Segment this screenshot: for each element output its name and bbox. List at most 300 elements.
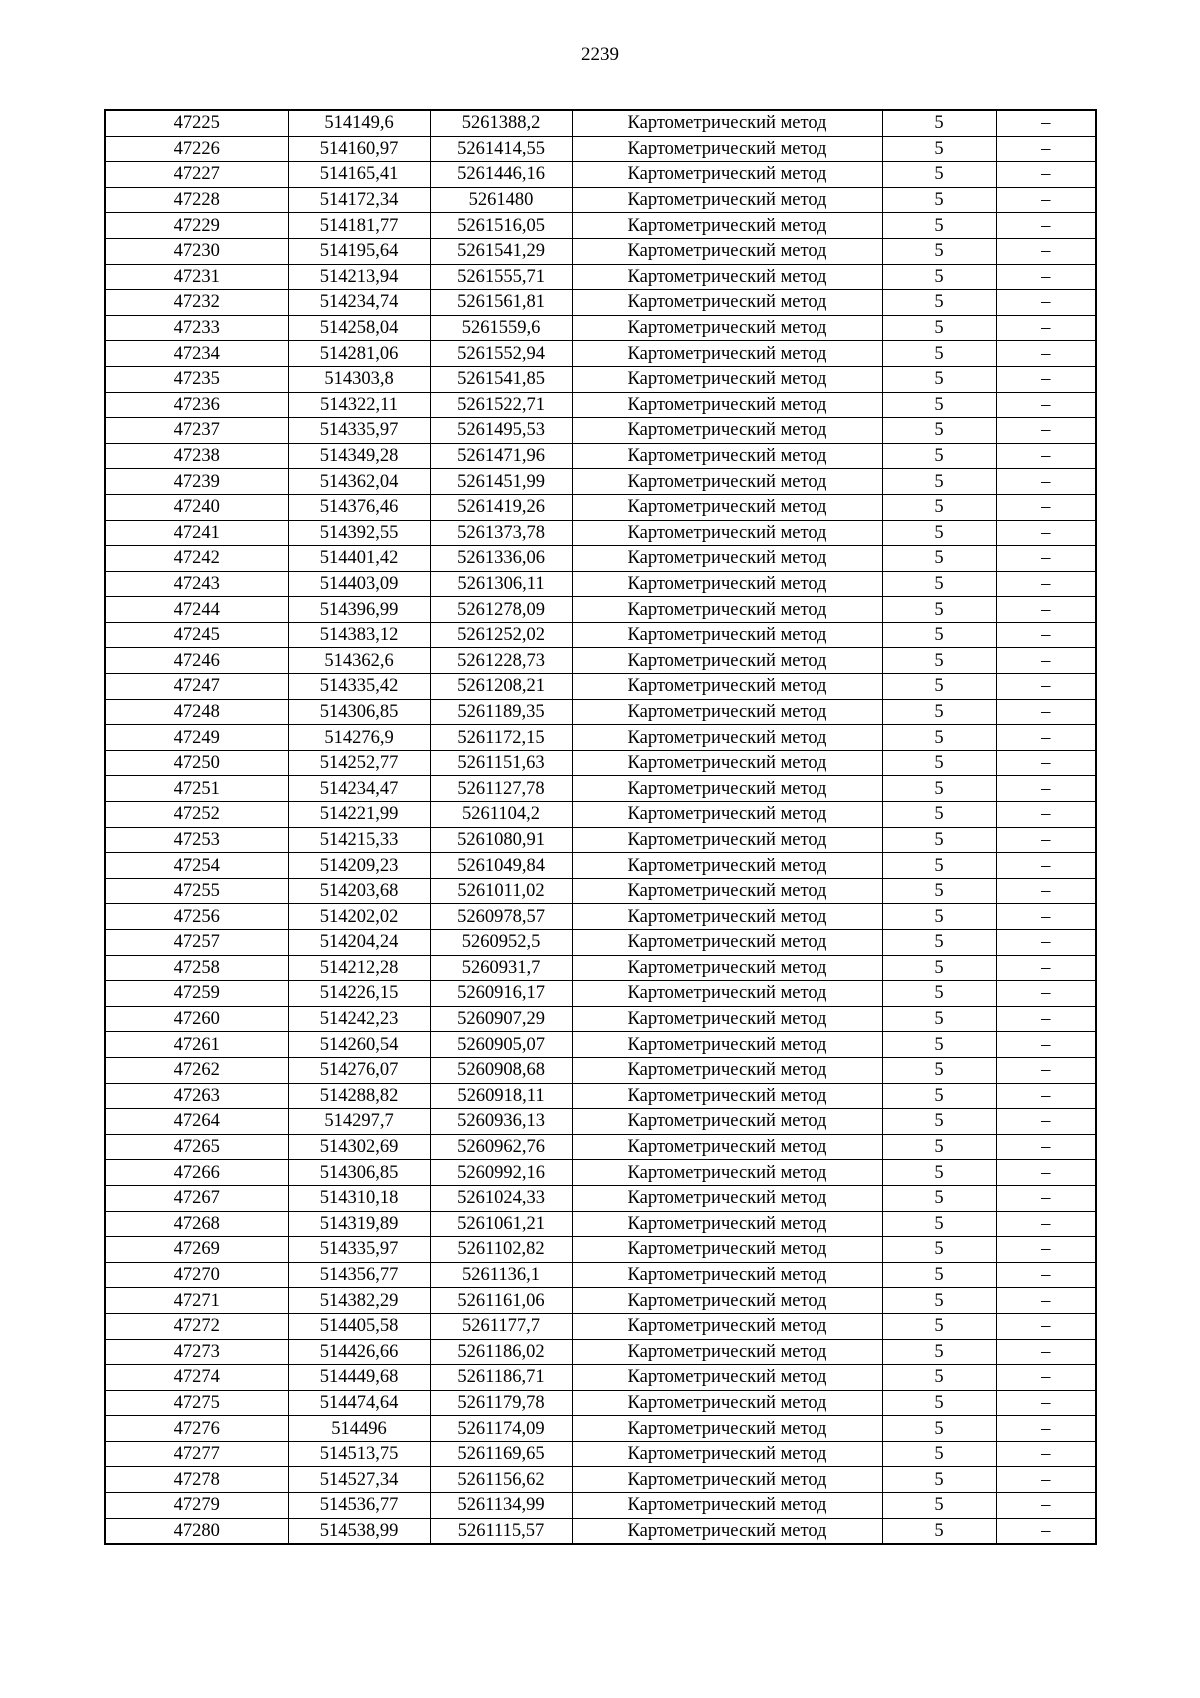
description-cell: – [996,1467,1096,1493]
point-number-cell: 47268 [105,1211,288,1237]
accuracy-cell: 5 [882,878,996,904]
description-cell: – [996,110,1096,136]
method-cell: Картометрический метод [572,878,882,904]
method-cell: Картометрический метод [572,1057,882,1083]
accuracy-cell: 5 [882,136,996,162]
point-number-cell: 47235 [105,366,288,392]
x-coordinate-cell: 514536,77 [288,1493,430,1519]
accuracy-cell: 5 [882,853,996,879]
description-cell: – [996,546,1096,572]
table-row [105,187,1096,213]
y-coordinate-cell: 5261414,55 [430,136,572,162]
y-coordinate-cell: 5261174,09 [430,1416,572,1442]
accuracy-cell: 5 [882,469,996,495]
description-cell: – [996,213,1096,239]
x-coordinate-cell: 514396,99 [288,597,430,623]
accuracy-cell: 5 [882,1262,996,1288]
description-cell: – [996,238,1096,264]
description-cell: – [996,469,1096,495]
page-number: 2239 [581,44,619,65]
point-number-cell: 47266 [105,1160,288,1186]
point-number-cell: 47243 [105,571,288,597]
method-cell: Картометрический метод [572,699,882,725]
description-cell: – [996,930,1096,956]
accuracy-cell: 5 [882,520,996,546]
description-cell: – [996,1518,1096,1544]
point-number-cell: 47242 [105,546,288,572]
description-cell: – [996,1006,1096,1032]
accuracy-cell: 5 [882,290,996,316]
point-number-cell: 47226 [105,136,288,162]
y-coordinate-cell: 5261186,71 [430,1365,572,1391]
description-cell: – [996,520,1096,546]
table-row [105,1109,1096,1135]
description-cell: – [996,1032,1096,1058]
point-number-cell: 47246 [105,648,288,674]
point-number-cell: 47269 [105,1237,288,1263]
description-cell: – [996,699,1096,725]
x-coordinate-cell: 514527,34 [288,1467,430,1493]
point-number-cell: 47271 [105,1288,288,1314]
description-cell: – [996,674,1096,700]
method-cell: Картометрический метод [572,546,882,572]
description-cell: – [996,853,1096,879]
point-number-cell: 47257 [105,930,288,956]
accuracy-cell: 5 [882,1083,996,1109]
y-coordinate-cell: 5261522,71 [430,392,572,418]
accuracy-cell: 5 [882,341,996,367]
accuracy-cell: 5 [882,1237,996,1263]
y-coordinate-cell: 5261156,62 [430,1467,572,1493]
description-cell: – [996,1288,1096,1314]
table-row [105,341,1096,367]
point-number-cell: 47273 [105,1339,288,1365]
x-coordinate-cell: 514195,64 [288,238,430,264]
table-row [105,213,1096,239]
table-row [105,955,1096,981]
y-coordinate-cell: 5260992,16 [430,1160,572,1186]
method-cell: Картометрический метод [572,827,882,853]
method-cell: Картометрический метод [572,1518,882,1544]
x-coordinate-cell: 514209,23 [288,853,430,879]
x-coordinate-cell: 514496 [288,1416,430,1442]
description-cell: – [996,162,1096,188]
y-coordinate-cell: 5261541,85 [430,366,572,392]
table-row [105,1416,1096,1442]
description-cell: – [996,1365,1096,1391]
x-coordinate-cell: 514513,75 [288,1441,430,1467]
accuracy-cell: 5 [882,213,996,239]
y-coordinate-cell: 5261516,05 [430,213,572,239]
table-row [105,1518,1096,1544]
method-cell: Картометрический метод [572,750,882,776]
y-coordinate-cell: 5261177,7 [430,1313,572,1339]
x-coordinate-cell: 514181,77 [288,213,430,239]
description-cell: – [996,136,1096,162]
method-cell: Картометрический метод [572,1237,882,1263]
accuracy-cell: 5 [882,571,996,597]
accuracy-cell: 5 [882,955,996,981]
description-cell: – [996,725,1096,751]
accuracy-cell: 5 [882,1493,996,1519]
description-cell: – [996,1390,1096,1416]
x-coordinate-cell: 514215,33 [288,827,430,853]
accuracy-cell: 5 [882,827,996,853]
method-cell: Картометрический метод [572,162,882,188]
y-coordinate-cell: 5261278,09 [430,597,572,623]
method-cell: Картометрический метод [572,213,882,239]
point-number-cell: 47262 [105,1057,288,1083]
x-coordinate-cell: 514213,94 [288,264,430,290]
y-coordinate-cell: 5260931,7 [430,955,572,981]
description-cell: – [996,776,1096,802]
description-cell: – [996,1109,1096,1135]
table-row [105,750,1096,776]
point-number-cell: 47248 [105,699,288,725]
x-coordinate-cell: 514335,97 [288,418,430,444]
y-coordinate-cell: 5261373,78 [430,520,572,546]
method-cell: Картометрический метод [572,366,882,392]
point-number-cell: 47279 [105,1493,288,1519]
y-coordinate-cell: 5261134,99 [430,1493,572,1519]
y-coordinate-cell: 5261115,57 [430,1518,572,1544]
description-cell: – [996,1134,1096,1160]
x-coordinate-cell: 514303,8 [288,366,430,392]
point-number-cell: 47244 [105,597,288,623]
x-coordinate-cell: 514356,77 [288,1262,430,1288]
table-row [105,827,1096,853]
accuracy-cell: 5 [882,1211,996,1237]
point-number-cell: 47245 [105,622,288,648]
x-coordinate-cell: 514160,97 [288,136,430,162]
y-coordinate-cell: 5261388,2 [430,110,572,136]
y-coordinate-cell: 5261161,06 [430,1288,572,1314]
method-cell: Картометрический метод [572,597,882,623]
accuracy-cell: 5 [882,699,996,725]
y-coordinate-cell: 5261127,78 [430,776,572,802]
point-number-cell: 47276 [105,1416,288,1442]
accuracy-cell: 5 [882,392,996,418]
table-row [105,290,1096,316]
description-cell: – [996,571,1096,597]
point-number-cell: 47278 [105,1467,288,1493]
x-coordinate-cell: 514382,29 [288,1288,430,1314]
description-cell: – [996,955,1096,981]
method-cell: Картометрический метод [572,1185,882,1211]
accuracy-cell: 5 [882,264,996,290]
x-coordinate-cell: 514234,74 [288,290,430,316]
description-cell: – [996,264,1096,290]
table-row [105,1057,1096,1083]
y-coordinate-cell: 5260918,11 [430,1083,572,1109]
method-cell: Картометрический метод [572,725,882,751]
description-cell: – [996,366,1096,392]
x-coordinate-cell: 514221,99 [288,802,430,828]
table-row [105,904,1096,930]
accuracy-cell: 5 [882,443,996,469]
table-row [105,1441,1096,1467]
table-row [105,1134,1096,1160]
table-row [105,1237,1096,1263]
method-cell: Картометрический метод [572,904,882,930]
description-cell: – [996,315,1096,341]
table-row [105,162,1096,188]
x-coordinate-cell: 514319,89 [288,1211,430,1237]
description-cell: – [996,750,1096,776]
x-coordinate-cell: 514203,68 [288,878,430,904]
y-coordinate-cell: 5261480 [430,187,572,213]
x-coordinate-cell: 514302,69 [288,1134,430,1160]
y-coordinate-cell: 5261561,81 [430,290,572,316]
x-coordinate-cell: 514234,47 [288,776,430,802]
method-cell: Картометрический метод [572,110,882,136]
method-cell: Картометрический метод [572,1313,882,1339]
y-coordinate-cell: 5261104,2 [430,802,572,828]
x-coordinate-cell: 514172,34 [288,187,430,213]
y-coordinate-cell: 5261559,6 [430,315,572,341]
accuracy-cell: 5 [882,597,996,623]
accuracy-cell: 5 [882,904,996,930]
table-row [105,674,1096,700]
point-number-cell: 47230 [105,238,288,264]
method-cell: Картометрический метод [572,674,882,700]
description-cell: – [996,418,1096,444]
accuracy-cell: 5 [882,1185,996,1211]
y-coordinate-cell: 5261446,16 [430,162,572,188]
table-row [105,136,1096,162]
x-coordinate-cell: 514322,11 [288,392,430,418]
y-coordinate-cell: 5261552,94 [430,341,572,367]
description-cell: – [996,827,1096,853]
table-row [105,1493,1096,1519]
y-coordinate-cell: 5261011,02 [430,878,572,904]
description-cell: – [996,494,1096,520]
coordinates-table-body [105,110,1096,1544]
method-cell: Картометрический метод [572,1134,882,1160]
y-coordinate-cell: 5260952,5 [430,930,572,956]
y-coordinate-cell: 5261172,15 [430,725,572,751]
y-coordinate-cell: 5260908,68 [430,1057,572,1083]
accuracy-cell: 5 [882,1365,996,1391]
point-number-cell: 47259 [105,981,288,1007]
point-number-cell: 47275 [105,1390,288,1416]
y-coordinate-cell: 5261471,96 [430,443,572,469]
description-cell: – [996,1493,1096,1519]
accuracy-cell: 5 [882,1441,996,1467]
y-coordinate-cell: 5260936,13 [430,1109,572,1135]
table-row [105,1211,1096,1237]
description-cell: – [996,341,1096,367]
description-cell: – [996,1211,1096,1237]
table-row [105,392,1096,418]
y-coordinate-cell: 5260905,07 [430,1032,572,1058]
description-cell: – [996,392,1096,418]
method-cell: Картометрический метод [572,1467,882,1493]
y-coordinate-cell: 5260962,76 [430,1134,572,1160]
x-coordinate-cell: 514226,15 [288,981,430,1007]
x-coordinate-cell: 514449,68 [288,1365,430,1391]
x-coordinate-cell: 514401,42 [288,546,430,572]
method-cell: Картометрический метод [572,520,882,546]
table-row [105,1262,1096,1288]
y-coordinate-cell: 5261555,71 [430,264,572,290]
y-coordinate-cell: 5261336,06 [430,546,572,572]
x-coordinate-cell: 514306,85 [288,1160,430,1186]
description-cell: – [996,904,1096,930]
y-coordinate-cell: 5261541,29 [430,238,572,264]
y-coordinate-cell: 5261495,53 [430,418,572,444]
x-coordinate-cell: 514204,24 [288,930,430,956]
accuracy-cell: 5 [882,187,996,213]
y-coordinate-cell: 5261208,21 [430,674,572,700]
point-number-cell: 47265 [105,1134,288,1160]
x-coordinate-cell: 514376,46 [288,494,430,520]
x-coordinate-cell: 514362,6 [288,648,430,674]
accuracy-cell: 5 [882,725,996,751]
point-number-cell: 47260 [105,1006,288,1032]
method-cell: Картометрический метод [572,622,882,648]
y-coordinate-cell: 5261151,63 [430,750,572,776]
point-number-cell: 47229 [105,213,288,239]
x-coordinate-cell: 514392,55 [288,520,430,546]
method-cell: Картометрический метод [572,571,882,597]
method-cell: Картометрический метод [572,648,882,674]
table-row [105,1339,1096,1365]
y-coordinate-cell: 5261228,73 [430,648,572,674]
x-coordinate-cell: 514362,04 [288,469,430,495]
x-coordinate-cell: 514538,99 [288,1518,430,1544]
x-coordinate-cell: 514288,82 [288,1083,430,1109]
description-cell: – [996,1237,1096,1263]
table-row [105,1006,1096,1032]
point-number-cell: 47241 [105,520,288,546]
accuracy-cell: 5 [882,674,996,700]
accuracy-cell: 5 [882,930,996,956]
table-row [105,597,1096,623]
accuracy-cell: 5 [882,981,996,1007]
method-cell: Картометрический метод [572,392,882,418]
method-cell: Картометрический метод [572,1493,882,1519]
x-coordinate-cell: 514242,23 [288,1006,430,1032]
point-number-cell: 47280 [105,1518,288,1544]
x-coordinate-cell: 514276,9 [288,725,430,751]
method-cell: Картометрический метод [572,443,882,469]
method-cell: Картометрический метод [572,802,882,828]
table-row [105,443,1096,469]
description-cell: – [996,1083,1096,1109]
method-cell: Картометрический метод [572,494,882,520]
accuracy-cell: 5 [882,1134,996,1160]
y-coordinate-cell: 5261306,11 [430,571,572,597]
y-coordinate-cell: 5261419,26 [430,494,572,520]
point-number-cell: 47232 [105,290,288,316]
point-number-cell: 47240 [105,494,288,520]
y-coordinate-cell: 5261252,02 [430,622,572,648]
method-cell: Картометрический метод [572,1339,882,1365]
table-row [105,1467,1096,1493]
y-coordinate-cell: 5261189,35 [430,699,572,725]
method-cell: Картометрический метод [572,469,882,495]
accuracy-cell: 5 [882,366,996,392]
table-row [105,1160,1096,1186]
point-number-cell: 47249 [105,725,288,751]
table-row [105,571,1096,597]
description-cell: – [996,1313,1096,1339]
table-row [105,520,1096,546]
point-number-cell: 47239 [105,469,288,495]
accuracy-cell: 5 [882,1032,996,1058]
description-cell: – [996,597,1096,623]
accuracy-cell: 5 [882,1160,996,1186]
coordinates-table [104,109,1097,1545]
x-coordinate-cell: 514306,85 [288,699,430,725]
description-cell: – [996,187,1096,213]
y-coordinate-cell: 5261169,65 [430,1441,572,1467]
y-coordinate-cell: 5261061,21 [430,1211,572,1237]
point-number-cell: 47231 [105,264,288,290]
description-cell: – [996,290,1096,316]
x-coordinate-cell: 514260,54 [288,1032,430,1058]
x-coordinate-cell: 514405,58 [288,1313,430,1339]
accuracy-cell: 5 [882,802,996,828]
point-number-cell: 47227 [105,162,288,188]
description-cell: – [996,802,1096,828]
method-cell: Картометрический метод [572,1416,882,1442]
point-number-cell: 47228 [105,187,288,213]
point-number-cell: 47261 [105,1032,288,1058]
method-cell: Картометрический метод [572,418,882,444]
point-number-cell: 47274 [105,1365,288,1391]
point-number-cell: 47254 [105,853,288,879]
accuracy-cell: 5 [882,1390,996,1416]
accuracy-cell: 5 [882,1313,996,1339]
method-cell: Картометрический метод [572,290,882,316]
description-cell: – [996,1441,1096,1467]
accuracy-cell: 5 [882,315,996,341]
x-coordinate-cell: 514335,42 [288,674,430,700]
method-cell: Картометрический метод [572,1365,882,1391]
table-row [105,494,1096,520]
accuracy-cell: 5 [882,1467,996,1493]
table-row [105,802,1096,828]
point-number-cell: 47238 [105,443,288,469]
description-cell: – [996,1160,1096,1186]
point-number-cell: 47234 [105,341,288,367]
description-cell: – [996,443,1096,469]
x-coordinate-cell: 514276,07 [288,1057,430,1083]
y-coordinate-cell: 5260907,29 [430,1006,572,1032]
x-coordinate-cell: 514474,64 [288,1390,430,1416]
method-cell: Картометрический метод [572,955,882,981]
method-cell: Картометрический метод [572,1211,882,1237]
table-row [105,878,1096,904]
point-number-cell: 47263 [105,1083,288,1109]
x-coordinate-cell: 514212,28 [288,955,430,981]
y-coordinate-cell: 5261102,82 [430,1237,572,1263]
point-number-cell: 47250 [105,750,288,776]
accuracy-cell: 5 [882,162,996,188]
y-coordinate-cell: 5261049,84 [430,853,572,879]
point-number-cell: 47252 [105,802,288,828]
x-coordinate-cell: 514310,18 [288,1185,430,1211]
method-cell: Картометрический метод [572,1006,882,1032]
table-row [105,1032,1096,1058]
description-cell: – [996,1416,1096,1442]
table-row [105,648,1096,674]
method-cell: Картометрический метод [572,1032,882,1058]
accuracy-cell: 5 [882,1416,996,1442]
table-row [105,238,1096,264]
